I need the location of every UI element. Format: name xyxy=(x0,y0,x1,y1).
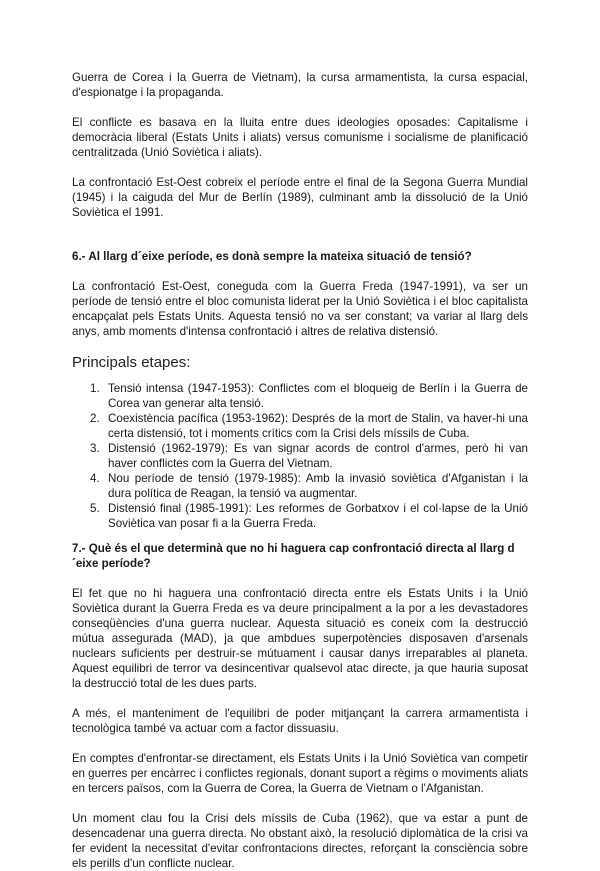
list-item: 4. Nou període de tensió (1979-1985): Amb la invasió soviètica d'Afganistan i la dura política de Reagan, la tensió va augmentar. xyxy=(90,472,528,500)
list-item: 1. Tensió intensa (1947-1953): Conflictes com el bloqueig de Berlín i la Guerra de Corea van generar alta tensió. xyxy=(90,382,528,410)
stages-list xyxy=(72,381,528,531)
paragraph: Guerra de Corea i la Guerra de Vietnam), la cursa armamentista, la cursa espacial, d'espionatge i la propaganda. xyxy=(72,71,528,99)
list-item: 5. Distensió final (1985-1991): Les reformes de Gorbatxov i el col·lapse de la Unió Soviètica van posar fi a la Guerra Freda. xyxy=(90,502,528,530)
paragraph: A més, el manteniment de l'equilibri de poder mitjançant la carrera armamentista i tecnològica també va actuar com a factor dissuasiu. xyxy=(72,707,528,735)
list-item: 3. Distensió (1962-1979): Es van signar acords de control d'armes, però hi van haver conflictes com la Guerra del Vietnam. xyxy=(90,442,528,470)
subheading: Principals etapes: xyxy=(72,354,191,371)
section-heading: 7.- Què és el que determinà que no hi haguera cap confrontació directa al llarg d´eixe període? xyxy=(72,542,515,570)
paragraph: En comptes d'enfrontar-se directament, els Estats Units i la Unió Soviètica van competir en guerres per encàrrec i conflictes regionals, donant suport a règims o moviments aliats en tercers països, com la Guerra de Corea, la Guerra de Vietnam o l'Afganistan. xyxy=(72,752,528,795)
section-heading: 6.- Al llarg d´eixe període, es donà sempre la mateixa situació de tensió? xyxy=(72,250,472,263)
paragraph: El conflicte es basava en la lluita entre dues ideologies oposades: Capitalisme i democràcia liberal (Estats Units i aliats) versus comunisme i socialisme de planificació centralitzada (Unió Soviètica i aliats). xyxy=(72,116,528,159)
list-item: 2. Coexistència pacífica (1953-1962): Després de la mort de Stalin, va haver-hi una certa distensió, tot i moments crítics com la Crisi dels míssils de Cuba. xyxy=(90,412,528,440)
paragraph: Un moment clau fou la Crisi dels míssils de Cuba (1962), que va estar a punt de desencadenar una guerra directa. No obstant això, la resolució diplomàtica de la crisi va fer evident la necessitat d'evitar confrontacions directes, reforçant la consciència sobre els perills d'un conflicte nuclear. xyxy=(72,812,528,870)
document-page xyxy=(72,70,528,871)
paragraph: La confrontació Est-Oest, coneguda com la Guerra Freda (1947-1991), va ser un període de tensió entre el bloc comunista liderat per la Unió Soviètica i el bloc capitalista encapçalat pels Estats Units. Aquesta tensió no va ser constant; va variar al llarg dels anys, amb moments d'intensa confrontació i altres de relativa distensió. xyxy=(72,280,528,338)
paragraph: La confrontació Est-Oest cobreix el període entre el final de la Segona Guerra Mundial (1945) i la caiguda del Mur de Berlín (1989), culminant amb la dissolució de la Unió Soviètica el 1991. xyxy=(72,176,528,219)
paragraph: El fet que no hi haguera una confrontació directa entre els Estats Units i la Unió Soviètica durant la Guerra Freda es va deure principalment a la por a les devastadores conseqüències d'una guerra nuclear. Aquesta situació es coneix com la destrucció mútua assegurada (MAD), ja que ambdues superpotències disposaven d'arsenals nuclears suficients per destruir-se mútuament i causar danys irreparables al planeta. Aquest equilibri de terror va desincentivar qualsevol atac directe, ja que hauria suposat la destrucció total de les dues parts. xyxy=(72,587,528,690)
